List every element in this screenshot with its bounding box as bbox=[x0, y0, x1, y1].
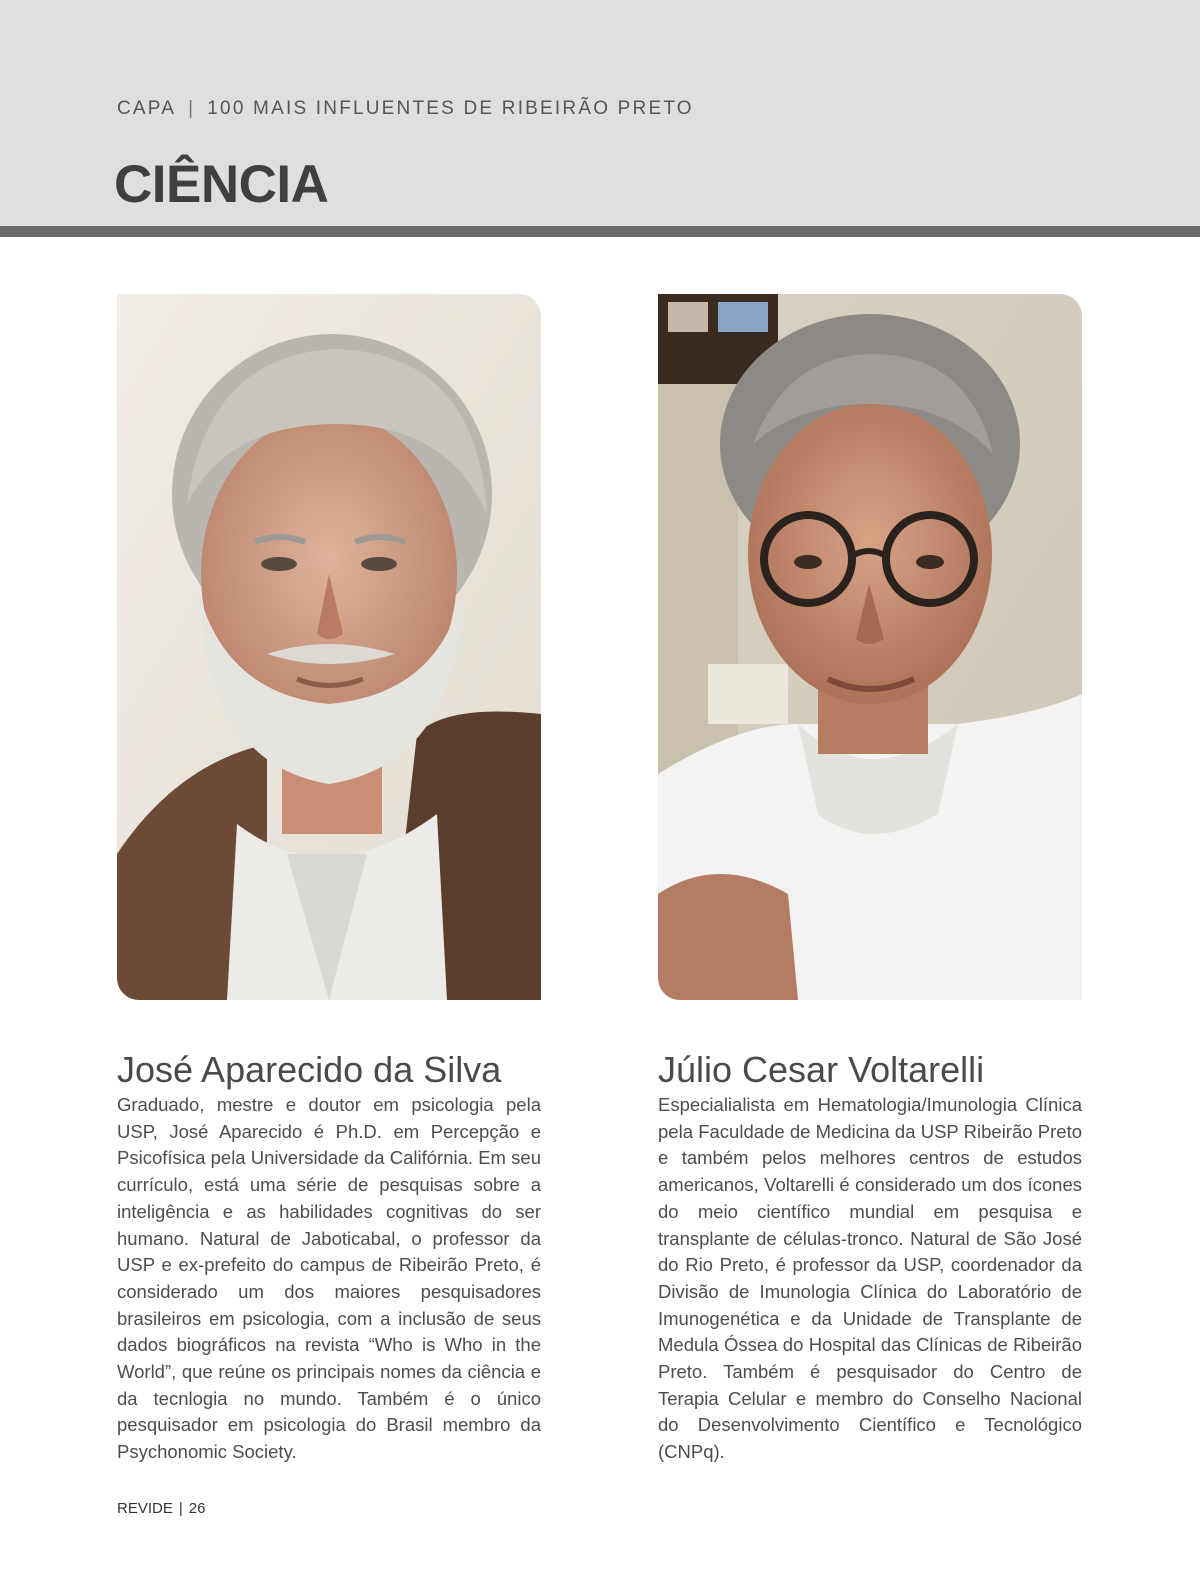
header-rule bbox=[0, 226, 1200, 237]
bio-text-julio: Especialialista em Hematologia/Imunologia Clínica pela Faculdade de Medicina da USP Ribeirão Preto e também pelos melhores centros de estudos americanos, Voltarelli é considerado um dos ícones do meio científico mundial em pesquisa e transplante de células-tronco. Natural de São José do Rio Preto, é professor da USP, coordenador da Divisão de Imunologia Clínica do Laboratório de Imunogenética e da Unidade de Transplante de Medula Óssea do Hospital das Clínicas de Ribeirão Preto. Também é pesquisador do Centro de Terapia Celular e membro do Conselho Nacional do Desenvolvimento Científico e Tecnológico (CNPq). bbox=[658, 1094, 1082, 1463]
portrait-photo-jose bbox=[117, 294, 541, 1000]
section-label: CAPA bbox=[117, 98, 177, 119]
portrait-photo-man-with-glasses-icon bbox=[658, 294, 1082, 1000]
page-footer bbox=[117, 1500, 205, 1517]
portrait-photo-bearded-man-icon bbox=[117, 294, 541, 1000]
page-title: CIÊNCIA bbox=[114, 155, 329, 214]
subsection-label: 100 MAIS INFLUENTES DE RIBEIRÃO PRETO bbox=[207, 98, 694, 119]
section-breadcrumb bbox=[117, 98, 694, 120]
publication-name: REVIDE bbox=[117, 1500, 173, 1517]
page-number: 26 bbox=[188, 1500, 206, 1517]
breadcrumb-separator: | bbox=[188, 98, 196, 119]
footer-separator: | bbox=[178, 1500, 183, 1517]
portrait-photo-julio bbox=[658, 294, 1082, 1000]
bio-text-jose: Graduado, mestre e doutor em psicologia pela USP, José Aparecido é Ph.D. em Percepção e Psicofísica pela Universidade da Califórnia. Em seu currículo, está uma série de pesquisas sobre a inteligência e as habilidades cognitivas do ser humano. Natural de Jaboticabal, o professor da USP e ex-prefeito do campus de Ribeirão Preto, é considerado um dos maiores pesquisadores brasileiros em psicologia, com a inclusão de seus dados biográficos na revista “Who is Who in the World”, que reúne os principais nomes da ciência e da tecnlogia no mundo. Também é o único pesquisador em psicologia do Brasil membro da Psychonomic Society. bbox=[117, 1094, 541, 1463]
person-name-jose: José Aparecido da Silva bbox=[117, 1049, 502, 1090]
person-name-julio: Júlio Cesar Voltarelli bbox=[658, 1049, 985, 1090]
